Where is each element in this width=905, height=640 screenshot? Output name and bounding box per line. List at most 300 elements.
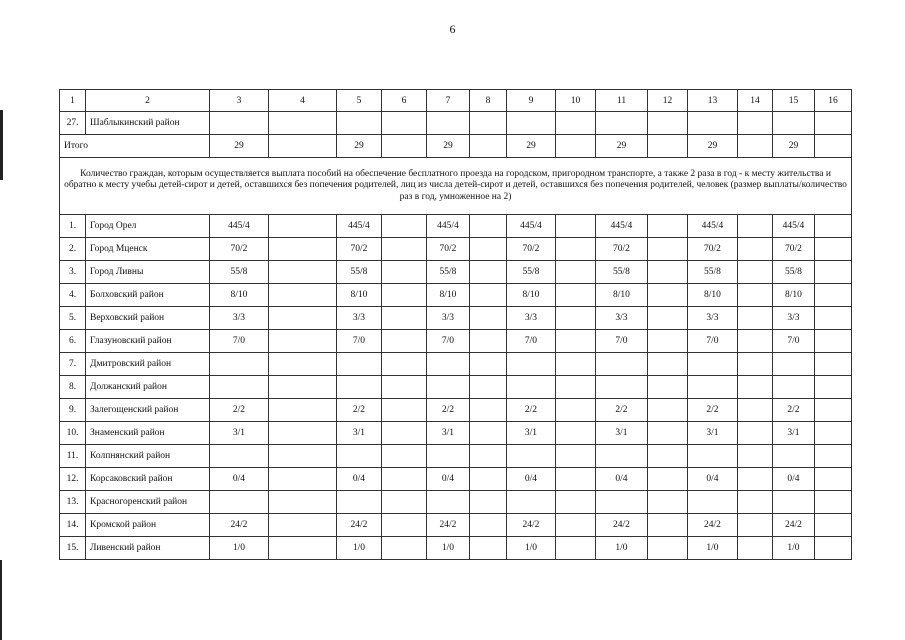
value-cell: [738, 399, 773, 422]
value-cell: [648, 422, 688, 445]
column-number-cell: 3: [210, 90, 269, 112]
value-cell: [269, 261, 337, 284]
value-cell: [596, 376, 648, 399]
value-cell: [337, 491, 382, 514]
value-cell: [648, 445, 688, 468]
total-value-cell: [269, 135, 337, 158]
value-cell: [470, 307, 507, 330]
row-number: 9.: [60, 399, 86, 422]
value-cell: 3/3: [337, 307, 382, 330]
value-cell: 3/1: [337, 422, 382, 445]
total-value-cell: [648, 135, 688, 158]
value-cell: [269, 215, 337, 238]
value-cell: 1/0: [507, 537, 556, 560]
value-cell: 445/4: [688, 215, 738, 238]
value-cell: [269, 112, 337, 135]
value-cell: [382, 514, 427, 537]
page-number: 6: [449, 22, 456, 36]
value-cell: 55/8: [210, 261, 269, 284]
value-cell: [738, 353, 773, 376]
value-cell: [470, 422, 507, 445]
table-row: [60, 215, 852, 238]
value-cell: [648, 261, 688, 284]
value-cell: [470, 238, 507, 261]
value-cell: 8/10: [427, 284, 470, 307]
row-number: 14.: [60, 514, 86, 537]
value-cell: 24/2: [507, 514, 556, 537]
value-cell: 8/10: [337, 284, 382, 307]
value-cell: [773, 112, 815, 135]
total-value-cell: 29: [773, 135, 815, 158]
value-cell: [427, 376, 470, 399]
value-cell: 8/10: [507, 284, 556, 307]
value-cell: [337, 353, 382, 376]
total-value-cell: 29: [596, 135, 648, 158]
value-cell: [382, 445, 427, 468]
value-cell: [688, 376, 738, 399]
value-cell: 3/3: [427, 307, 470, 330]
value-cell: [688, 491, 738, 514]
value-cell: 1/0: [427, 537, 470, 560]
value-cell: 0/4: [427, 468, 470, 491]
value-cell: [382, 537, 427, 560]
value-cell: 24/2: [337, 514, 382, 537]
value-cell: [556, 422, 596, 445]
value-cell: 3/1: [688, 422, 738, 445]
value-cell: [815, 112, 852, 135]
value-cell: [738, 307, 773, 330]
column-number-cell: 8: [470, 90, 507, 112]
value-cell: [210, 445, 269, 468]
value-cell: [773, 353, 815, 376]
value-cell: [648, 376, 688, 399]
total-value-cell: 29: [688, 135, 738, 158]
value-cell: [688, 445, 738, 468]
value-cell: [738, 261, 773, 284]
value-cell: [556, 112, 596, 135]
value-cell: 8/10: [688, 284, 738, 307]
district-name: Колпнянский район: [86, 445, 210, 468]
value-cell: 70/2: [773, 238, 815, 261]
value-cell: 3/3: [210, 307, 269, 330]
value-cell: 24/2: [210, 514, 269, 537]
value-cell: 0/4: [773, 468, 815, 491]
table-row: [60, 422, 852, 445]
value-cell: 7/0: [337, 330, 382, 353]
value-cell: [815, 330, 852, 353]
value-cell: [382, 112, 427, 135]
value-cell: 1/0: [688, 537, 738, 560]
value-cell: 24/2: [773, 514, 815, 537]
value-cell: [596, 353, 648, 376]
value-cell: [382, 468, 427, 491]
value-cell: [382, 376, 427, 399]
value-cell: [815, 445, 852, 468]
table-row: [60, 468, 852, 491]
row-number: 8.: [60, 376, 86, 399]
scan-edge-mark: [0, 110, 3, 180]
row-number: 3.: [60, 261, 86, 284]
district-name: Корсаковский район: [86, 468, 210, 491]
value-cell: [507, 112, 556, 135]
column-number-row: [60, 90, 852, 112]
value-cell: 445/4: [507, 215, 556, 238]
table-row: [60, 399, 852, 422]
value-cell: 0/4: [507, 468, 556, 491]
value-cell: 2/2: [427, 399, 470, 422]
value-cell: 70/2: [210, 238, 269, 261]
district-name: Город Орел: [86, 215, 210, 238]
value-cell: 55/8: [773, 261, 815, 284]
value-cell: [648, 307, 688, 330]
value-cell: 70/2: [427, 238, 470, 261]
value-cell: [648, 514, 688, 537]
value-cell: 55/8: [688, 261, 738, 284]
value-cell: [507, 445, 556, 468]
district-name: Болховский район: [86, 284, 210, 307]
value-cell: 7/0: [688, 330, 738, 353]
value-cell: [815, 422, 852, 445]
district-name: Кромской район: [86, 514, 210, 537]
total-value-cell: 29: [507, 135, 556, 158]
value-cell: [556, 307, 596, 330]
column-number-cell: 1: [60, 90, 86, 112]
value-cell: [382, 330, 427, 353]
table-row: [60, 514, 852, 537]
column-number-cell: 16: [815, 90, 852, 112]
value-cell: 445/4: [210, 215, 269, 238]
value-cell: [556, 399, 596, 422]
value-cell: [427, 445, 470, 468]
value-cell: 3/1: [507, 422, 556, 445]
value-cell: 3/1: [427, 422, 470, 445]
value-cell: [648, 112, 688, 135]
total-label: Итого: [60, 135, 210, 158]
value-cell: [648, 353, 688, 376]
value-cell: [210, 376, 269, 399]
value-cell: [738, 468, 773, 491]
value-cell: [815, 399, 852, 422]
value-cell: [382, 422, 427, 445]
district-name: Город Ливны: [86, 261, 210, 284]
value-cell: [382, 399, 427, 422]
row-number: 15.: [60, 537, 86, 560]
column-number-cell: 9: [507, 90, 556, 112]
value-cell: 24/2: [427, 514, 470, 537]
row-number: 11.: [60, 445, 86, 468]
district-name: Залегощенский район: [86, 399, 210, 422]
value-cell: [596, 491, 648, 514]
value-cell: [738, 284, 773, 307]
value-cell: [269, 238, 337, 261]
value-cell: [815, 468, 852, 491]
table-row: [60, 376, 852, 399]
value-cell: [815, 537, 852, 560]
value-cell: [269, 284, 337, 307]
value-cell: [738, 422, 773, 445]
column-number-cell: 12: [648, 90, 688, 112]
value-cell: 1/0: [596, 537, 648, 560]
value-cell: [688, 353, 738, 376]
table-row: [60, 261, 852, 284]
value-cell: 0/4: [596, 468, 648, 491]
value-cell: [556, 284, 596, 307]
value-cell: [210, 491, 269, 514]
value-cell: [337, 445, 382, 468]
value-cell: 7/0: [210, 330, 269, 353]
value-cell: [738, 330, 773, 353]
value-cell: 445/4: [773, 215, 815, 238]
value-cell: [269, 514, 337, 537]
value-cell: 1/0: [337, 537, 382, 560]
value-cell: [556, 491, 596, 514]
value-cell: [648, 399, 688, 422]
row-number: 7.: [60, 353, 86, 376]
district-name: Ливенский район: [86, 537, 210, 560]
district-name: Верховский район: [86, 307, 210, 330]
value-cell: 55/8: [507, 261, 556, 284]
value-cell: [470, 514, 507, 537]
value-cell: 7/0: [773, 330, 815, 353]
value-cell: 0/4: [337, 468, 382, 491]
row-number: 27.: [60, 112, 86, 135]
value-cell: 2/2: [596, 399, 648, 422]
value-cell: 7/0: [596, 330, 648, 353]
total-value-cell: [470, 135, 507, 158]
value-cell: [648, 238, 688, 261]
value-cell: [648, 491, 688, 514]
total-value-cell: 29: [427, 135, 470, 158]
value-cell: [470, 284, 507, 307]
value-cell: [269, 422, 337, 445]
value-cell: 8/10: [210, 284, 269, 307]
value-cell: 3/3: [507, 307, 556, 330]
value-cell: [738, 537, 773, 560]
row-number: 2.: [60, 238, 86, 261]
value-cell: [382, 238, 427, 261]
value-cell: [470, 445, 507, 468]
value-cell: [382, 491, 427, 514]
value-cell: [382, 215, 427, 238]
value-cell: 7/0: [507, 330, 556, 353]
value-cell: [648, 284, 688, 307]
column-number-cell: 13: [688, 90, 738, 112]
value-cell: 24/2: [596, 514, 648, 537]
scan-edge-mark: [0, 560, 2, 640]
value-cell: [738, 376, 773, 399]
column-number-cell: 11: [596, 90, 648, 112]
value-cell: [815, 376, 852, 399]
total-value-cell: 29: [337, 135, 382, 158]
value-cell: [556, 514, 596, 537]
value-cell: [470, 261, 507, 284]
value-cell: 3/3: [596, 307, 648, 330]
value-cell: 0/4: [688, 468, 738, 491]
value-cell: [507, 491, 556, 514]
value-cell: [688, 112, 738, 135]
value-cell: [269, 330, 337, 353]
section-header-text: Количество граждан, которым осуществляется выплата пособий на обеспечение бесплатного проезда на городском, пригородном транспорте, а также 2 раза в год - к месту жительства и обратно к месту учебы детей-сирот и детей, оставшихся без попечения родителей, лиц из числа детей-сирот и детей, оставшихся без попечения родителей, человек (размер выплаты/количество раз в год, умноженное на 2): [60, 158, 852, 215]
value-cell: [269, 353, 337, 376]
benefits-table: [59, 89, 852, 560]
row-number: 13.: [60, 491, 86, 514]
value-cell: [773, 491, 815, 514]
value-cell: [382, 284, 427, 307]
value-cell: [470, 330, 507, 353]
value-cell: [382, 353, 427, 376]
value-cell: [815, 238, 852, 261]
value-cell: [815, 514, 852, 537]
table-row: [60, 330, 852, 353]
value-cell: [556, 261, 596, 284]
value-cell: [815, 307, 852, 330]
total-value-cell: [815, 135, 852, 158]
district-name: Дмитровский район: [86, 353, 210, 376]
value-cell: [269, 468, 337, 491]
value-cell: [773, 445, 815, 468]
value-cell: 8/10: [773, 284, 815, 307]
value-cell: [470, 353, 507, 376]
district-name: Город Мценск: [86, 238, 210, 261]
value-cell: 70/2: [337, 238, 382, 261]
value-cell: [815, 353, 852, 376]
value-cell: [648, 215, 688, 238]
value-cell: [470, 468, 507, 491]
district-name: Красногоренский район: [86, 491, 210, 514]
value-cell: 55/8: [427, 261, 470, 284]
value-cell: [596, 445, 648, 468]
column-number-cell: 5: [337, 90, 382, 112]
value-cell: 445/4: [596, 215, 648, 238]
value-cell: 3/1: [773, 422, 815, 445]
value-cell: [815, 284, 852, 307]
value-cell: 3/1: [210, 422, 269, 445]
value-cell: [382, 307, 427, 330]
value-cell: 3/3: [773, 307, 815, 330]
total-value-cell: [738, 135, 773, 158]
value-cell: [648, 537, 688, 560]
value-cell: [427, 112, 470, 135]
value-cell: [269, 445, 337, 468]
value-cell: 3/3: [688, 307, 738, 330]
value-cell: [470, 537, 507, 560]
value-cell: [815, 215, 852, 238]
value-cell: [738, 514, 773, 537]
value-cell: 1/0: [773, 537, 815, 560]
column-number-cell: 4: [269, 90, 337, 112]
row-number: 10.: [60, 422, 86, 445]
value-cell: 1/0: [210, 537, 269, 560]
row-number: 5.: [60, 307, 86, 330]
value-cell: [648, 330, 688, 353]
district-name: Знаменский район: [86, 422, 210, 445]
value-cell: [269, 376, 337, 399]
value-cell: [738, 445, 773, 468]
value-cell: 445/4: [427, 215, 470, 238]
value-cell: [269, 307, 337, 330]
table-row: [60, 284, 852, 307]
value-cell: [556, 238, 596, 261]
value-cell: [470, 376, 507, 399]
value-cell: [269, 537, 337, 560]
value-cell: 70/2: [596, 238, 648, 261]
value-cell: [427, 353, 470, 376]
value-cell: 55/8: [337, 261, 382, 284]
column-number-cell: 10: [556, 90, 596, 112]
value-cell: [337, 376, 382, 399]
value-cell: 445/4: [337, 215, 382, 238]
district-name: Глазуновский район: [86, 330, 210, 353]
value-cell: [210, 353, 269, 376]
table-row: [60, 307, 852, 330]
column-number-cell: 15: [773, 90, 815, 112]
value-cell: [738, 215, 773, 238]
value-cell: 24/2: [688, 514, 738, 537]
row-number: 1.: [60, 215, 86, 238]
row-number: 4.: [60, 284, 86, 307]
table-row: [60, 238, 852, 261]
value-cell: [648, 468, 688, 491]
value-cell: [269, 399, 337, 422]
value-cell: [738, 491, 773, 514]
value-cell: [556, 537, 596, 560]
value-cell: 2/2: [507, 399, 556, 422]
column-number-cell: 2: [86, 90, 210, 112]
value-cell: [382, 261, 427, 284]
value-cell: [470, 399, 507, 422]
table-row: [60, 445, 852, 468]
value-cell: [470, 491, 507, 514]
row-number: 12.: [60, 468, 86, 491]
section-header-row: [60, 158, 852, 215]
value-cell: [470, 112, 507, 135]
total-value-cell: [382, 135, 427, 158]
value-cell: [556, 376, 596, 399]
value-cell: [556, 330, 596, 353]
total-row: [60, 135, 852, 158]
value-cell: [556, 445, 596, 468]
value-cell: [556, 353, 596, 376]
column-number-cell: 14: [738, 90, 773, 112]
value-cell: [738, 112, 773, 135]
row-number: 6.: [60, 330, 86, 353]
value-cell: 70/2: [688, 238, 738, 261]
value-cell: [210, 112, 269, 135]
table-row: [60, 353, 852, 376]
table-row: [60, 491, 852, 514]
district-name: Должанский район: [86, 376, 210, 399]
table-body: [60, 90, 852, 560]
value-cell: [269, 491, 337, 514]
value-cell: 7/0: [427, 330, 470, 353]
value-cell: [556, 468, 596, 491]
value-cell: 2/2: [210, 399, 269, 422]
value-cell: [507, 376, 556, 399]
district-name: Шаблыкинский район: [86, 112, 210, 135]
value-cell: 2/2: [688, 399, 738, 422]
value-cell: 8/10: [596, 284, 648, 307]
value-cell: [815, 491, 852, 514]
value-cell: 2/2: [773, 399, 815, 422]
value-cell: [773, 376, 815, 399]
value-cell: [596, 112, 648, 135]
value-cell: [427, 491, 470, 514]
total-value-cell: [556, 135, 596, 158]
value-cell: [815, 261, 852, 284]
table-row: [60, 537, 852, 560]
table-row: [60, 112, 852, 135]
column-number-cell: 6: [382, 90, 427, 112]
